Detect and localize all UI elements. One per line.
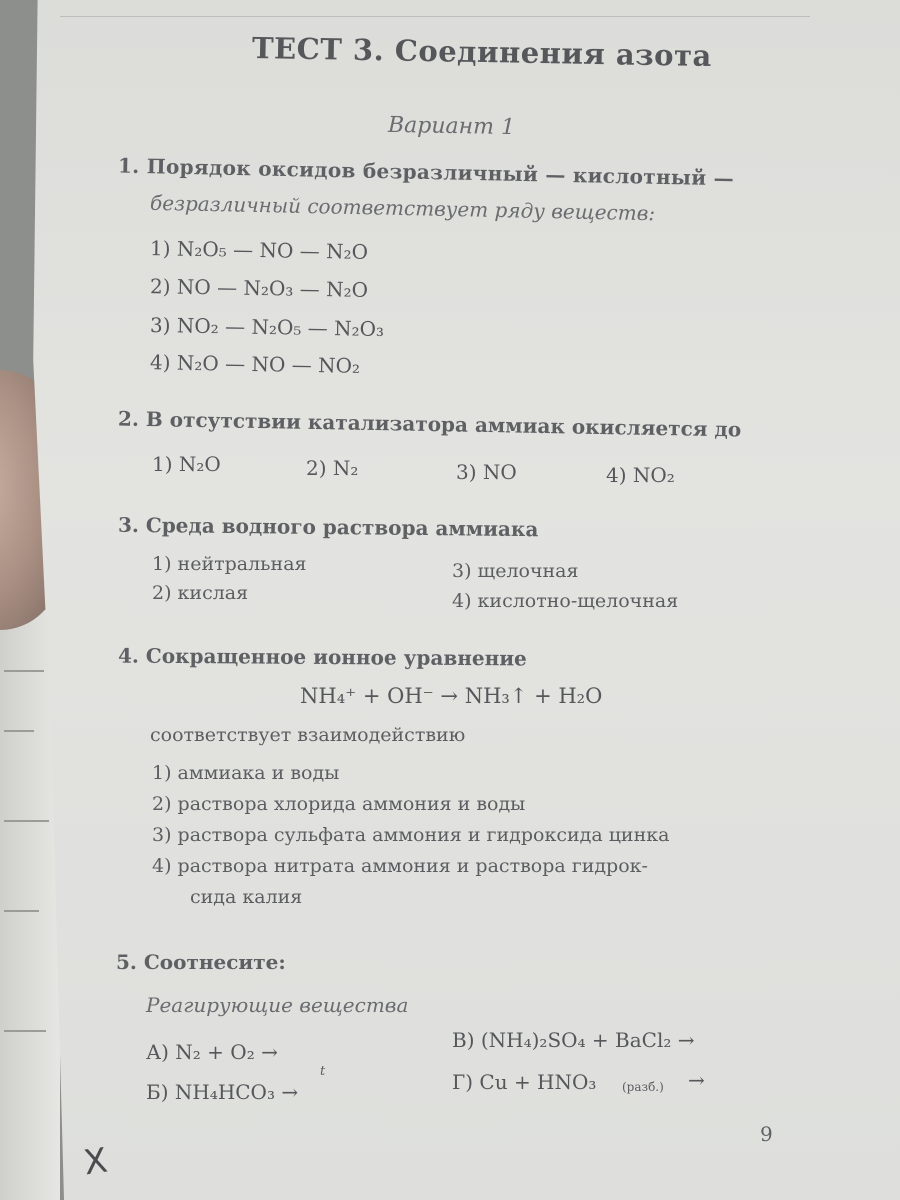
question-1-text-cont: безразличный соответствует ряду веществ: xyxy=(149,190,656,226)
question-4-option: 2) раствора хлорида аммония и воды xyxy=(152,793,526,815)
question-3-option: 2) кислая xyxy=(152,582,249,604)
question-3-option: 1) нейтральная xyxy=(152,553,307,575)
handwritten-mark: X xyxy=(81,1140,110,1184)
page-title: ТЕСТ 3. Соединения азота xyxy=(251,30,713,74)
background-line xyxy=(4,1030,46,1032)
question-4-text-cont: соответствует взаимодействию xyxy=(150,724,466,746)
question-4-option-cont: сида калия xyxy=(190,886,303,908)
question-4-text: 4. Сокращенное ионное уравнение xyxy=(117,643,527,671)
question-5-text: 5. Соотнесите: xyxy=(116,950,286,974)
question-5-item: Г) Cu + HNO₃ xyxy=(452,1070,597,1094)
dilute-label: (разб.) xyxy=(622,1080,664,1094)
question-2-option: 3) NO xyxy=(456,460,517,484)
heat-label: t xyxy=(320,1064,326,1079)
question-5-item: Б) NH₄HCO₃ → xyxy=(146,1080,299,1104)
background-line xyxy=(4,730,34,732)
question-1-option: 3) NO₂ — N₂O₅ — N₂O₃ xyxy=(149,312,385,342)
question-2-option: 1) N₂O xyxy=(152,452,221,476)
question-3-option: 3) щелочная xyxy=(452,560,579,582)
question-1-text: 1. Порядок оксидов безразличный — кислотный — xyxy=(117,153,735,191)
question-4-equation: NH₄⁺ + OH⁻ → NH₃↑ + H₂O xyxy=(300,684,603,708)
question-5-item: А) N₂ + O₂ → xyxy=(146,1040,278,1064)
question-5-subtitle: Реагирующие вещества xyxy=(146,993,409,1017)
background-line xyxy=(4,820,49,822)
question-3-text: 3. Среда водного раствора аммиака xyxy=(117,512,539,542)
question-5-item: В) (NH₄)₂SO₄ + BaCl₂ → xyxy=(452,1028,695,1052)
question-1-option: 2) NO — N₂O₃ — N₂O xyxy=(149,274,369,302)
question-2-option: 4) NO₂ xyxy=(606,463,675,487)
question-5-arrow: → xyxy=(688,1068,705,1092)
page-number: 9 xyxy=(760,1122,773,1146)
variant-label: Вариант 1 xyxy=(387,112,516,141)
question-1-option: 1) N₂O₅ — NO — N₂O xyxy=(149,236,369,264)
background-line xyxy=(4,670,44,672)
question-4-option: 3) раствора сульфата аммония и гидроксида цинка xyxy=(152,824,670,846)
question-1-option: 4) N₂O — NO — NO₂ xyxy=(149,350,361,378)
question-3-option: 4) кислотно-щелочная xyxy=(452,590,679,612)
top-rule xyxy=(60,16,810,17)
question-2-text: 2. В отсутствии катализатора аммиак окисляется до xyxy=(117,406,742,442)
background-line xyxy=(4,910,39,912)
question-4-option: 4) раствора нитрата аммония и раствора гидрок- xyxy=(152,855,648,877)
question-2-option: 2) N₂ xyxy=(306,456,359,480)
question-4-option: 1) аммиака и воды xyxy=(152,762,340,784)
